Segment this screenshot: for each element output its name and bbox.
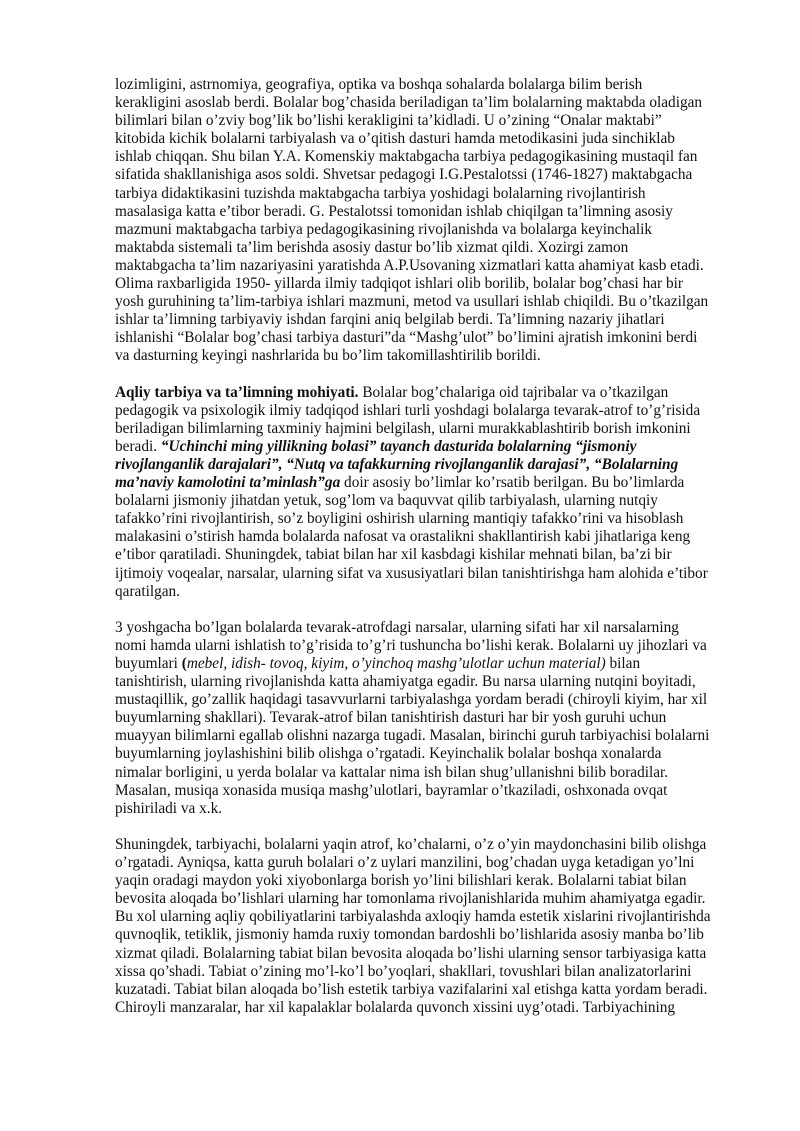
text-line bbox=[115, 203, 745, 221]
text-run: lozimligini, astrnomiya, geografiya, optika va boshqa sohalarda bolalarga bilim berish bbox=[115, 76, 643, 93]
text-line bbox=[115, 709, 745, 727]
text-run: xizmat qiladi. Bolalarning tabiat bilan bevosita aloqada bo’lishi ularning sensor tarbiyasiga katta bbox=[115, 944, 707, 962]
text-line bbox=[115, 239, 745, 257]
bold-italic-phrase: rivojlanganlik darajalari”, “Nutq va tafakkurning rivojlanganlik darajasi”, “Bolalarning bbox=[115, 455, 679, 473]
text-line bbox=[115, 148, 745, 166]
text-line bbox=[115, 981, 745, 999]
text-run: kuzatadi. Tabiat bilan aloqada bo’lish estetik tarbiya vazifalarini xal etishga katta yordam beradi. bbox=[115, 980, 708, 998]
text-line bbox=[115, 438, 745, 456]
text-line bbox=[115, 185, 745, 203]
bold-italic-phrase: ma’naviy kamolotini ta’minlash”ga bbox=[115, 474, 341, 492]
text-line bbox=[115, 926, 745, 944]
text-run: bevosita aloqada bo’lishlari ularning har tomonlama rivojlanishlarida muhim ahamiyatga egadir. bbox=[115, 890, 706, 908]
text-run: Bu xol ularning aqliy qobiliyatlarini tarbiyalashda axloqiy hamda estetik xislarini rivojlantirishda bbox=[115, 908, 711, 926]
text-line bbox=[115, 528, 745, 546]
text-run: ishlar ta’limning tarbiyaviy ishdan farqini aniq belgilab berdi. Ta’limning nazariy jihatlari bbox=[115, 311, 665, 329]
text-run: buyumlarning shakllari). Tevarak-atrof bilan tanishtirish dasturi har bir yosh guruhi uchun bbox=[115, 709, 667, 727]
section-heading: Aqliy tarbiya va ta’limning mohiyati. bbox=[115, 383, 359, 401]
text-run: maktabda sistemali ta’lim berishda asosiy dastur bo’lib xizmat qildi. Xozirgi zamon bbox=[115, 238, 629, 256]
text-run: muayyan bilimlarni egallab olishni nazarga tugadi. Masalan, birinchi guruh tarbiyachisi bolalarni bbox=[115, 727, 710, 745]
text-line bbox=[115, 402, 745, 420]
text-run: sifatida shakllanishiga asos soldi. Shvetsar pedagogi I.G.Pestalotssi (1746-1827) maktabgacha bbox=[115, 166, 693, 184]
text-line bbox=[115, 492, 745, 510]
text-line bbox=[115, 130, 745, 148]
text-line bbox=[115, 583, 745, 601]
text-run: pishiriladi va x.k. bbox=[115, 799, 223, 817]
text-run: Shuningdek, tarbiyachi, bolalarni yaqin atrof, ko’chalarni, o’z o’yin maydonchasini bilib olishga bbox=[115, 835, 707, 853]
text-run: kitobida kichik bolalarni tarbiyalash va o’qitish dasturi hamda metodikasini juda sinchiklab bbox=[115, 130, 675, 148]
text-run: quvnoqlik, tetiklik, jismoniy hamda ruxiy tomondan bardoshli bo’lishlarida asosiy manba bo’lib bbox=[115, 926, 704, 944]
text-run: Bolalar bog’chalariga oid tajribalar va o’tkazilgan bbox=[358, 383, 669, 401]
text-line bbox=[115, 800, 745, 818]
text-line bbox=[115, 691, 745, 709]
text-run: xissa qo’shadi. Tabiat o’zining mo’l-ko’l bo’yoqlari, shakllari, tovushlari bilan analizatorlarini bbox=[115, 962, 692, 980]
text-line bbox=[115, 854, 745, 872]
text-line bbox=[115, 727, 745, 745]
text-run: masalasiga katta e’tibor beradi. G. Pestalotssi tomonidan ishlab chiqilgan ta’limning asosiy bbox=[115, 202, 673, 220]
text-line bbox=[115, 257, 745, 275]
text-line bbox=[115, 872, 745, 890]
text-line bbox=[115, 384, 745, 402]
text-run: o’rgatadi. Ayniqsa, katta guruh bolalari o’z uylari manzilini, bog’chadan uyga ketadigan yo’lni bbox=[115, 854, 695, 872]
text-run: ishlanishi “Bolalar bog’chasi tarbiya dasturi”da “Mashg’ulot” bo’limini ajratish imkonini berdi bbox=[115, 329, 698, 347]
text-run: bilimlari bilan o’zviy bog’lik bo’lishi kerakligini ta’kidladi. U o’zining “Onalar maktabi” bbox=[115, 112, 662, 130]
text-line bbox=[115, 745, 745, 763]
text-line bbox=[115, 999, 745, 1017]
text-line bbox=[115, 293, 745, 311]
text-run: bilan bbox=[605, 655, 641, 672]
text-run: kerakligini asoslab berdi. Bolalar bog’chasida beriladigan ta’lim bolalarning maktabda oladigan bbox=[115, 94, 703, 112]
text-run: nomi hamda ularni ishlatish to’g’risida to’g’ri tushuncha bo’lishi kerak. Bolalarni uy jihozlari va bbox=[115, 636, 707, 654]
text-run: pedagogik va psixologik ilmiy tadqiqod ishlari turli yoshdagi bolalarga tevarak-atrof to’g’risida bbox=[115, 401, 701, 419]
text-line bbox=[115, 112, 745, 130]
text-line bbox=[115, 673, 745, 691]
text-run: mustaqillik, go’zallik haqidagi tasavvurlarni tarbiyalashga yordam beradi (chiroyli kiyim, har xil bbox=[115, 691, 708, 709]
text-line bbox=[115, 655, 745, 673]
text-run: bolalarni jismoniy jihatdan yetuk, sog’lom va baquvvat qilib tarbiyalash, ularning nutqiy bbox=[115, 492, 658, 510]
text-run: Masalan, musiqa xonasida musiqa mashg’ulotlari, bayramlar o’tkaziladi, oshxonada ovqat bbox=[115, 781, 668, 799]
italic-phrase: mebel, idish- tovoq, kiyim, o’yinchoq mashg’ulotlar uchun material) bbox=[186, 655, 606, 672]
text-run: Olima raxbarligida 1950- yillarda ilmiy tadqiqot ishlari olib borilib, bolalar bog’chasi har bir bbox=[115, 275, 683, 293]
text-run: ishlab chiqqan. Shu bilan Y.A. Komenskiy maktabgacha tarbiya pedagogikasining mustaqil fan bbox=[115, 148, 698, 166]
body-paragraph bbox=[115, 384, 745, 601]
text-line bbox=[115, 546, 745, 564]
text-line bbox=[115, 456, 745, 474]
text-run: va dasturning keyingi nashrlarida bu bo’lim takomillashtirilib borildi. bbox=[115, 347, 541, 365]
text-line bbox=[115, 782, 745, 800]
body-paragraph bbox=[115, 836, 745, 1017]
text-run: 3 yoshgacha bo’lgan bolalarda tevarak-atrofdagi narsalar, ularning sifati har xil narsalarning bbox=[115, 618, 679, 636]
text-run: maktabgacha ta’lim nazariyasini yaratishda A.P.Usovaning xizmatlari katta ahamiyat kasb etadi. bbox=[115, 256, 704, 274]
text-run: tarbiya didaktikasini tuzishda maktabgacha tarbiya yoshidagi bolalarning rivojlantirish bbox=[115, 184, 646, 202]
text-run: buyumlarning joylashishini bilib olishga o’rgatadi. Keyinchalik bolalar boshqa xonalarda bbox=[115, 745, 662, 763]
text-line bbox=[115, 836, 745, 854]
text-line bbox=[115, 510, 745, 528]
text-line bbox=[115, 565, 745, 583]
text-run: beriladigan bilimlarning taxminiy hajmini belgilash, ularni murakkablashtirib borish imkonini bbox=[115, 419, 691, 437]
text-line bbox=[115, 166, 745, 184]
text-line bbox=[115, 619, 745, 637]
text-run: yaqin oradagi maydon yoki xiyobonlarga borish yo’lini bilishlari kerak. Bolalarni tabiat bilan bbox=[115, 872, 687, 890]
text-line bbox=[115, 963, 745, 981]
text-run: e’tibor qaratiladi. Shuningdek, tabiat bilan har xil kasbdagi kishilar mehnati bilan, ba’zi bir bbox=[115, 546, 672, 564]
text-run: buyumlari bbox=[115, 655, 182, 672]
text-run: nimalar borligini, u yerda bolalar va kattalar nima ish bilan shug’ullanishni bilib boradilar. bbox=[115, 763, 669, 781]
text-line bbox=[115, 311, 745, 329]
text-run: yosh guruhining ta’lim-tarbiya ishlari mazmuni, metod va usullari ishlab chiqildi. Bu o’tkazilgan bbox=[115, 293, 709, 311]
text-run: qaratilgan. bbox=[115, 582, 180, 600]
document-page bbox=[115, 76, 745, 1035]
body-paragraph bbox=[115, 619, 745, 818]
text-line bbox=[115, 945, 745, 963]
text-line bbox=[115, 221, 745, 239]
text-run: tafakko’rini rivojlantirish, so’z boyligini oshirish ularning mantiqiy tafakko’rini va hisoblash bbox=[115, 510, 684, 528]
text-run: mazmuni maktabgacha tarbiya pedagogikasining rivojlanishda va bolalarga keyinchalik bbox=[115, 220, 653, 238]
text-run: ijtimoiy voqealar, narsalar, ularning sifat va xususiyatlari bilan tanishtirishga ham alohida e’tibor bbox=[115, 564, 708, 582]
text-line bbox=[115, 420, 745, 438]
text-run: malakasini o’stirish hamda bolalarda nafosat va orastalikni shakllantirish kabi jihatlariga keng bbox=[115, 528, 691, 546]
text-line bbox=[115, 347, 745, 365]
text-line bbox=[115, 76, 745, 94]
bold-italic-phrase: “Uchinchi ming yillikning bolasi” tayanch dasturida bolalarning “jismoniy bbox=[160, 437, 637, 455]
text-run: beradi. bbox=[115, 437, 161, 455]
text-run: doir asosiy bo’limlar ko’rsatib berilgan. Bu bo’limlarda bbox=[340, 474, 685, 492]
body-paragraph bbox=[115, 76, 745, 366]
text-run: Chiroyli manzaralar, har xil kapalaklar bolalarda quvonch xissini uyg’otadi. Tarbiyachining bbox=[115, 998, 676, 1016]
text-line bbox=[115, 329, 745, 347]
text-line bbox=[115, 637, 745, 655]
bold-text: ( bbox=[181, 655, 187, 672]
text-line bbox=[115, 890, 745, 908]
text-line bbox=[115, 474, 745, 492]
text-line bbox=[115, 764, 745, 782]
text-line bbox=[115, 94, 745, 112]
text-line bbox=[115, 275, 745, 293]
text-run: tanishtirish, ularning rivojlanishda katta ahamiyatga egadir. Bu narsa ularning nutqini boyitadi, bbox=[115, 673, 696, 691]
text-line bbox=[115, 908, 745, 926]
